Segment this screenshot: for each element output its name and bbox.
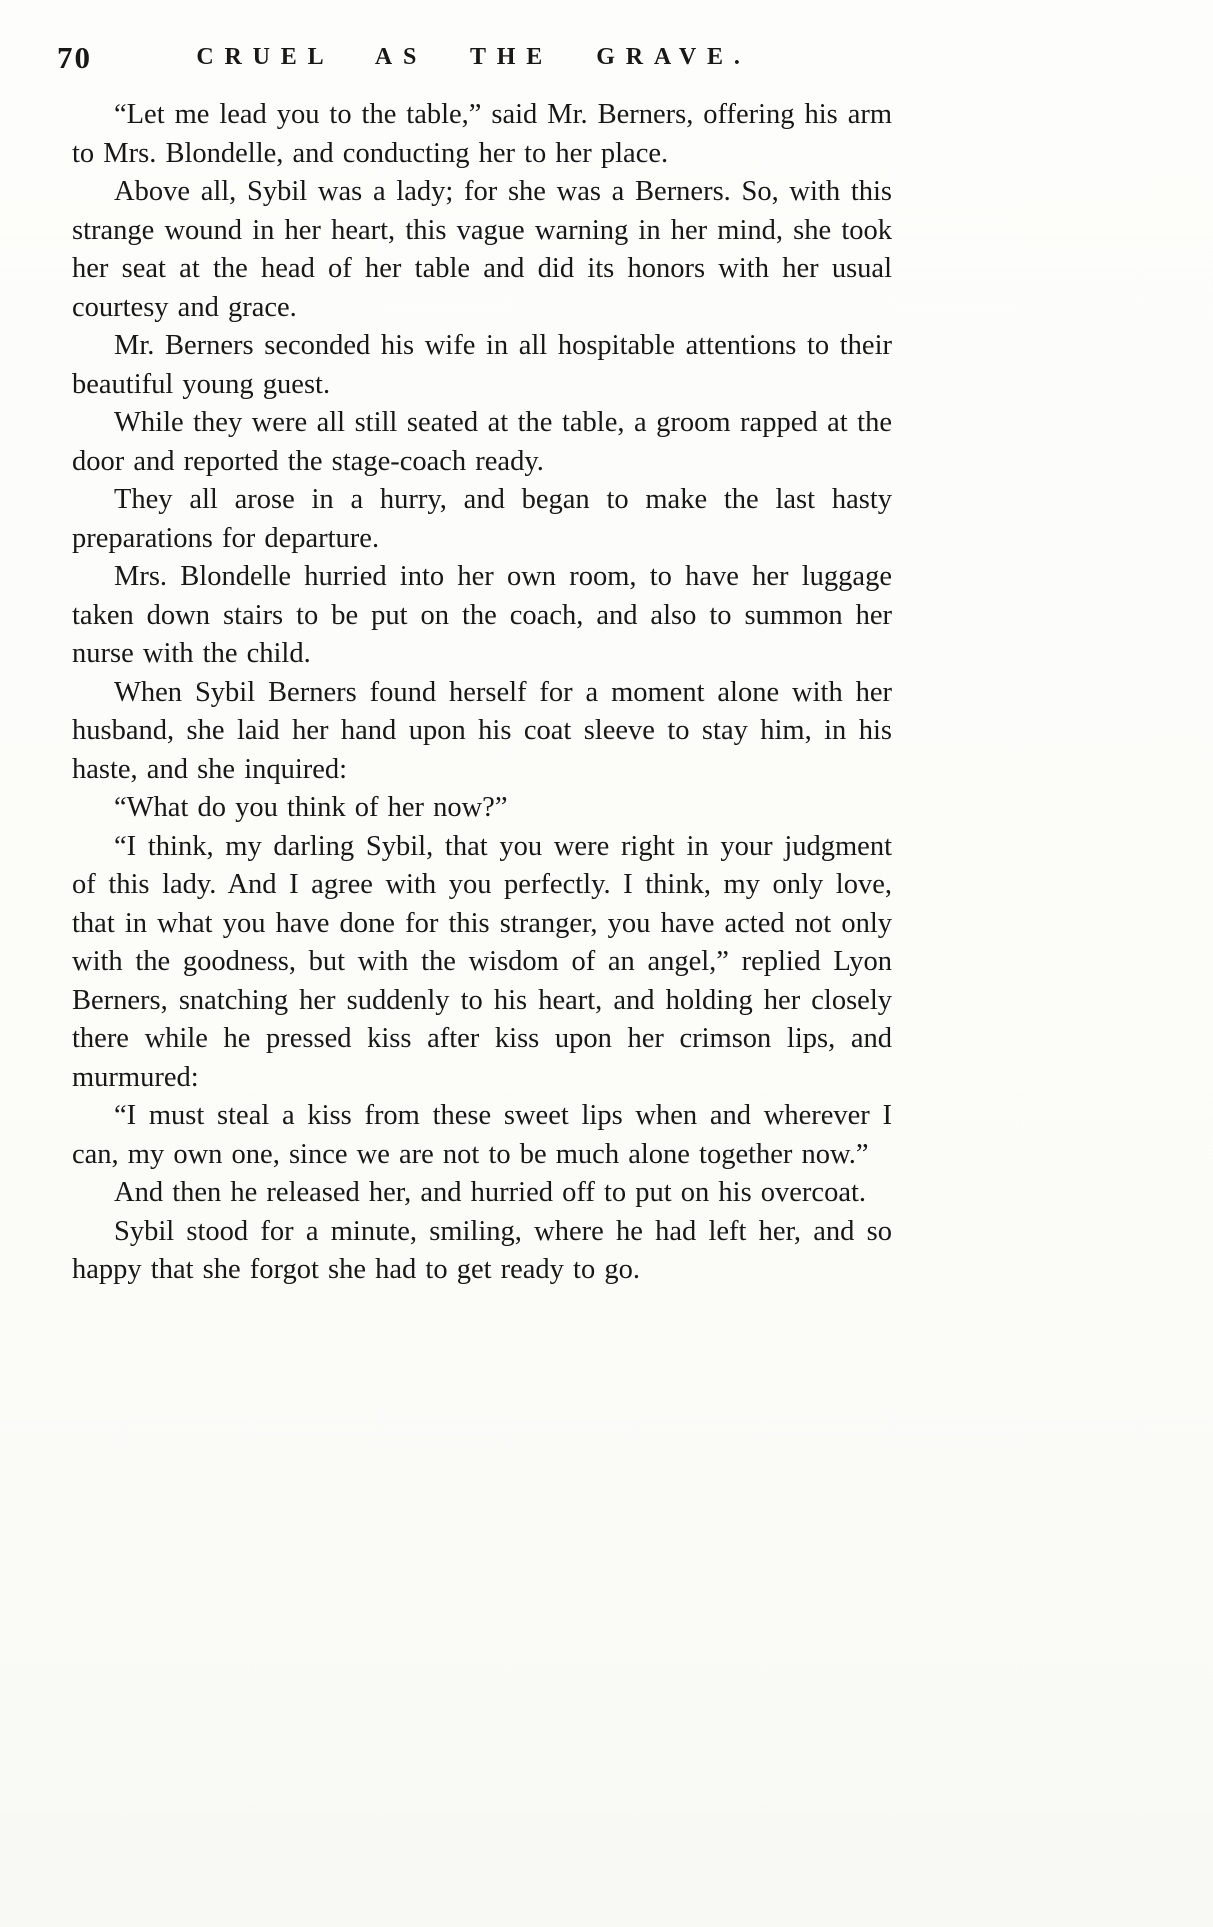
paragraph: “Let me lead you to the table,” said Mr. Berners, offering his arm to Mrs. Blondelle, and conducting her to her place. — [72, 99, 892, 169]
paragraph: When Sybil Berners found herself for a moment alone with her husband, she laid her hand upon his coat sleeve to stay him, in his haste, and she inquired: — [72, 676, 892, 785]
paragraph: Mr. Berners seconded his wife in all hospitable attentions to their beautiful young guest. — [72, 330, 892, 400]
paragraph: They all arose in a hurry, and began to make the last hasty preparations for departure. — [72, 484, 892, 554]
paragraph: Above all, Sybil was a lady; for she was a Berners. So, with this strange wound in her heart, this vague warning in her mind, she took her seat at the head of her table and did its honors with her usual courtesy and grace. — [72, 176, 892, 323]
paragraph: While they were all still seated at the table, a groom rapped at the door and reported the stage-coach ready. — [72, 407, 892, 477]
paragraph: “What do you think of her now?” — [114, 792, 508, 823]
paragraph: Mrs. Blondelle hurried into her own room, to have her luggage taken down stairs to be put on the coach, and also to summon her nurse with the child. — [72, 561, 892, 669]
paragraph: “I think, my darling Sybil, that you were right in your judgment of this lady. And I agree with you perfectly. I think, my only love, that in what you have done for this stranger, you have acted not only with the goodness, but with the wisdom of an angel,” replied Lyon Berners, snatching her suddenly to his heart, and holding her closely there while he pressed kiss after kiss upon her crimson lips, and murmured: — [72, 830, 892, 1093]
paragraph: And then he released her, and hurried off to put on his overcoat. — [114, 1177, 867, 1208]
paragraph: Sybil stood for a minute, smiling, where he had left her, and so happy that she forgot she had to get ready to go. — [72, 1215, 892, 1285]
page-number: 70 — [57, 40, 92, 75]
page-header — [57, 40, 890, 82]
paragraph: “I must steal a kiss from these sweet lips when and wherever I can, my own one, since we are not to be much alone together now.” — [72, 1100, 892, 1170]
page-text — [72, 96, 892, 1290]
running-title: CRUEL AS THE GRAVE. — [196, 44, 751, 70]
